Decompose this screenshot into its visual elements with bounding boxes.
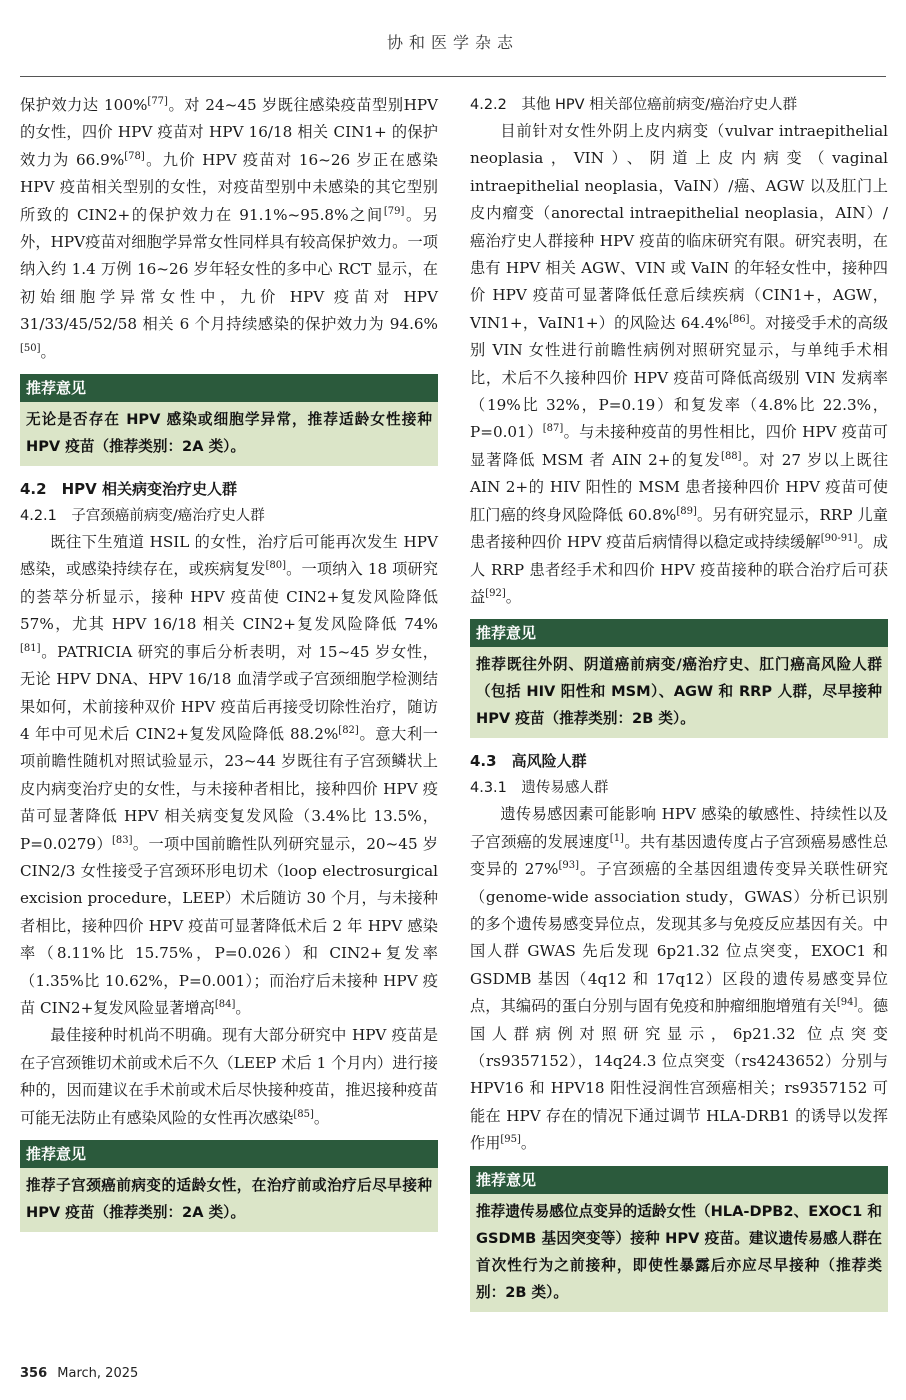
- recommendation-text: 推荐既往外阴、阴道癌前病变/癌治疗史、肛门癌高风险人群（包括 HIV 阳性和 MSM）、AGW 和 RRP 人群，尽早接种 HPV 疫苗（推荐类别：2B 类）。: [470, 647, 888, 738]
- citation[interactable]: [89]: [676, 505, 697, 517]
- recommendation-text: 无论是否存在 HPV 感染或细胞学异常，推荐适龄女性接种 HPV 疫苗（推荐类别：2A 类）。: [20, 402, 438, 466]
- page-number: 356: [20, 1366, 48, 1381]
- citation[interactable]: [84]: [214, 998, 236, 1010]
- citation[interactable]: [94]: [836, 997, 858, 1009]
- citation[interactable]: [78]: [124, 150, 145, 162]
- issue-date: March, 2025: [57, 1366, 139, 1381]
- section-heading: 4.3 高风险人群: [470, 752, 587, 771]
- recommendation-title: 推荐意见: [20, 374, 438, 402]
- paragraph-other-sites: 目前针对女性外阴上皮内病变（vulvar intraepithelial neoplasia，VIN）、阴道上皮内病变（vaginal intraepithelial neoplasia，VaIN）/癌、AGW 以及肛门上皮内瘤变（anorectal intraepithelial neoplasia，AIN）/癌治疗史人群接种 HPV 疫苗的临床研究有限。研究表明，在患有 HPV 相关 AGW、VIN 或 VaIN 的年轻女性中，接种四价 HPV 疫苗可显著降低任意后续疾病（CIN1+，AGW，VIN1+，VaIN1+）的风险达 64.4%[86]。对接受手术的高级别 VIN 女性进行前瞻性病例对照研究显示，与单纯手术相比，术后不久接种四价 HPV 疫苗可降低高级别 VIN 发病率（19%比 32%，P=0.19）和复发率（4.8%比 22.3%，P=0.01）[87]。与未接种疫苗的男性相比，四价 HPV 疫苗可显著降低 MSM 者 AIN 2+的复发[88]。对 27 岁以上既往 AIN 2+的 HIV 阳性的 MSM 患者接种四价 HPV 疫苗可使肛门癌的终身风险降低 60.8%[89]。另有研究显示，RRP 儿童患者接种四价 HPV 疫苗后病情得以稳定或持续缓解[90-91]。成人 RRP 患者经手术和四价 HPV 疫苗接种的联合治疗后可获益[92]。: [470, 122, 889, 606]
- citation[interactable]: [88]: [721, 450, 742, 462]
- citation[interactable]: [93]: [558, 860, 579, 872]
- header-rule: [20, 76, 886, 77]
- recommendation-box: [20, 1140, 438, 1232]
- paragraph-hsil: 既往下生殖道 HSIL 的女性，治疗后可能再次发生 HPV 感染，或感染持续存在，或疾病复发[80]。一项纳入 18 项研究的荟萃分析显示，接种 HPV 疫苗使 CIN2+复发风险降低 57%，尤其 HPV 16/18 相关 CIN2+复发风险降低 74%[81]。PATRICIA 研究的事后分析表明，对 15~45 岁女性，无论 HPV DNA、HPV 16/18 血清学或子宫颈细胞学检测结果如何，术前接种双价 HPV 疫苗后再接受切除性治疗，随访 4 年中可见术后 CIN2+复发风险降低 88.2%[82]。意大利一项前瞻性随机对照试验显示，23~44 岁既往有子宫颈鳞状上皮内病变治疗史的女性，与未接种者相比，接种四价 HPV 疫苗可显著降低 HPV 相关病变复发风险（3.4%比 13.5%，P=0.0279）[83]。一项中国前瞻性队列研究显示，20~45 岁 CIN2/3 女性接受子宫颈环形电切术（loop electrosurgical excision procedure，LEEP）术后随访 30 个月，与未接种者相比，接种四价 HPV 疫苗可显著降低术后 2 年 HPV 感染率（8.11%比 15.75%，P=0.026）和 CIN2+复发率（1.35%比 10.62%，P=0.001）；而治疗后未接种 HPV 疫苗 CIN2+复发风险显著增高[84]。: [20, 533, 438, 1017]
- citation[interactable]: [87]: [542, 423, 564, 435]
- paragraph-timing: 最佳接种时机尚不明确。现有大部分研究中 HPV 疫苗是在子宫颈锥切术前或术后不久（LEEP 术后 1 个月内）进行接种的，因而建议在手术前或术后尽快接种疫苗，推迟接种疫苗可能无法防止有感染风险的女性再次感染[85]。: [20, 1026, 438, 1127]
- left-column: [20, 92, 438, 1238]
- citation[interactable]: [95]: [500, 1134, 521, 1146]
- paragraph-efficacy: 保护效力达 100%[77]。对 24~45 岁既往感染疫苗型别HPV的女性，四价 HPV 疫苗对 HPV 16/18 相关 CIN1+ 的保护效力为 66.9%[78]。九价 HPV 疫苗对 16~26 岁正在感染 HPV 疫苗相关型别的女性，对疫苗型别中未感染的其它型别所致的 CIN2+的保护效力在 91.1%~95.8%之间[79]。另外，HPV疫苗对细胞学异常女性同样具有较高保护效力。一项纳入约 1.4 万例 16~26 岁年轻女性的多中心 RCT 显示，在初始细胞学异常女性中，九价 HPV 疫苗对 HPV 31/33/45/52/58 相关 6 个月持续感染的保护效力为 94.6%[50]。: [20, 96, 439, 361]
- recommendation-box: [470, 1166, 888, 1312]
- right-column: [470, 92, 888, 1318]
- citation[interactable]: [85]: [293, 1108, 314, 1120]
- subsection-heading: 4.2.2 其他 HPV 相关部位癌前病变/癌治疗史人群: [470, 97, 798, 113]
- recommendation-text: 推荐子宫颈癌前病变的适龄女性，在治疗前或治疗后尽早接种 HPV 疫苗（推荐类别：2A 类）。: [20, 1168, 438, 1232]
- recommendation-box: [20, 374, 438, 466]
- citation[interactable]: [92]: [485, 587, 506, 599]
- recommendation-title: 推荐意见: [470, 619, 888, 647]
- citation[interactable]: [82]: [338, 724, 359, 736]
- citation[interactable]: [86]: [728, 313, 750, 325]
- subsection-heading: 4.3.1 遗传易感人群: [470, 780, 609, 797]
- citation[interactable]: [79]: [383, 205, 405, 217]
- citation[interactable]: [80]: [265, 560, 286, 572]
- journal-title: 协和医学杂志: [386, 33, 519, 52]
- recommendation-box: [470, 619, 888, 738]
- recommendation-text: 推荐遗传易感位点变异的适龄女性（HLA-DPB2、EXOC1 和 GSDMB 基因突变等）接种 HPV 疫苗。建议遗传易感人群在首次性行为之前接种，即使性暴露后亦应尽早接种（推荐类别：2B 类）。: [470, 1194, 888, 1312]
- section-heading: 4.2 HPV 相关病变治疗史人群: [20, 480, 237, 499]
- paragraph-genetic: 遗传易感因素可能影响 HPV 感染的敏感性、持续性以及子宫颈癌的发展速度[1]。共有基因遗传度占子宫颈癌易感性总变异的 27%[93]。子宫颈癌的全基因组遗传变异关联性研究（genome-wide association study，GWAS）分析已识别的多个遗传易感变异位点，发现其多与免疫反应基因有关。中国人群 GWAS 先后发现 6p21.32 位点突变，EXOC1 和 GSDMB 基因（4q12 和 17q12）区段的遗传易感变异位点，其编码的蛋白分别与固有免疫和肿瘤细胞增殖有关[94]。德国人群病例对照研究显示，6p21.32 位点突变（rs9357152），14q24.3 位点突变（rs4243652）分别与 HPV16 和 HPV18 阳性浸润性宫颈癌相关；rs9357152 可能在 HPV 存在的情况下通过调节 HLA-DRB1 的诱导以发挥作用[95]。: [470, 805, 889, 1153]
- citation[interactable]: [81]: [20, 642, 41, 654]
- subsection-heading: 4.2.1 子宫颈癌前病变/癌治疗史人群: [20, 508, 265, 525]
- citation[interactable]: [50]: [20, 342, 41, 354]
- recommendation-title: 推荐意见: [470, 1166, 888, 1194]
- recommendation-title: 推荐意见: [20, 1140, 438, 1168]
- citation[interactable]: [90-91]: [820, 533, 858, 545]
- citation[interactable]: [77]: [147, 96, 168, 107]
- citation[interactable]: [1]: [609, 832, 624, 844]
- citation[interactable]: [83]: [112, 834, 133, 846]
- page-footer: [20, 1366, 138, 1381]
- page-header: [0, 0, 906, 78]
